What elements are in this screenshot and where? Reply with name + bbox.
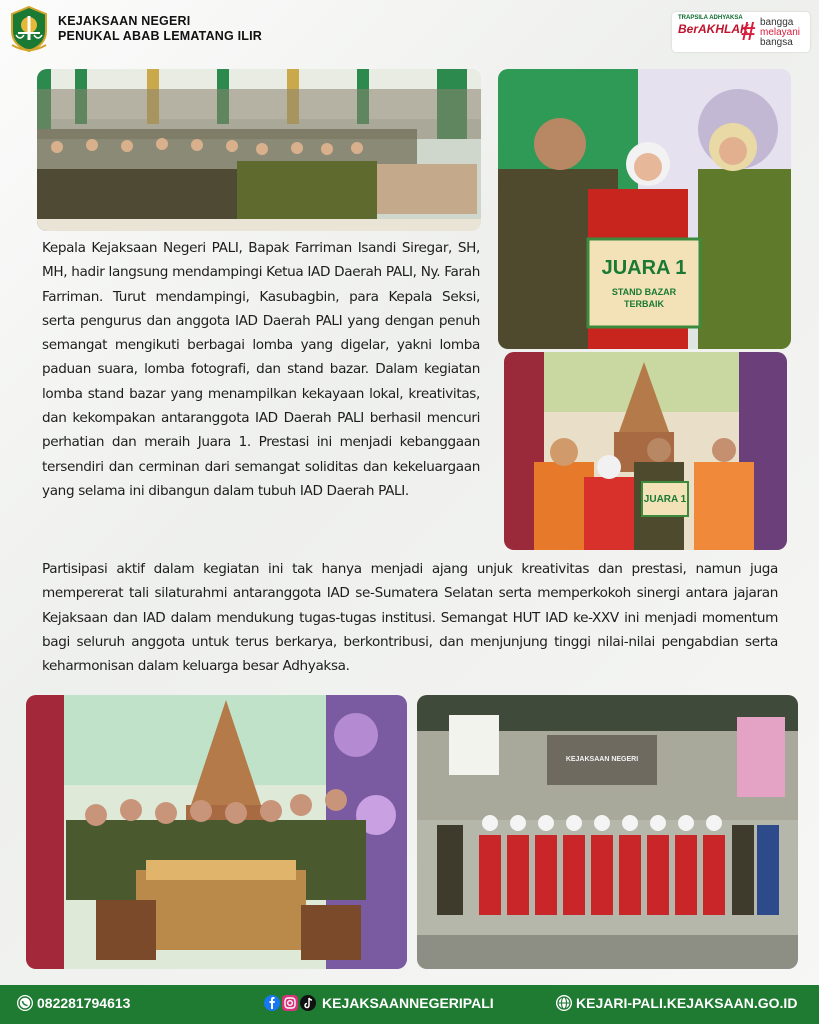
badge-bangga-3: bangsa	[760, 37, 793, 48]
trophy-presentation-photo	[498, 69, 791, 349]
header	[0, 0, 819, 62]
globe-icon	[556, 995, 572, 1011]
badge-hash: #	[741, 16, 756, 46]
paragraph-2-text: Partisipasi aktif dalam kegiatan ini tak hanya menjadi ajang unjuk kreativitas dan prestasi, namun juga mempererat tali silaturahmi antaranggota IAD se-Sumatera Selatan serta memperkokoh sinergi antara jajaran Kejaksaan dan IAD dalam mendukung tugas-tugas institusi. Semangat HUT IAD ke-XXV ini menjadi momentum bagi seluruh anggota untuk terus berkarya, berkontribusi, dan menjunjung tinggi nilai-nilai pengabdian serta keharmonisan dalam keluarga besar Adhyaksa.	[42, 561, 778, 675]
booth-group-photo	[26, 695, 407, 969]
small-trophy-label: JUARA 1	[643, 494, 687, 505]
footer-social[interactable]	[264, 995, 494, 1011]
badge-bangga-1: bangga	[760, 17, 794, 28]
paragraph-1-text: Kepala Kejaksaan Negeri PALI, Bapak Farriman Isandi Siregar, SH, MH, hadir langsung mendampingi Ketua IAD Daerah PALI, Ny. Farah Farriman. Turut mendampingi, Kasubagbin, para Kepala Seksi, serta pengurus dan anggota IAD Daerah PALI yang dengan penuh semangat mengikuti berbagai lomba yang digelar, yakni lomba paduan suara, lomba fotografi, dan stand bazar. Dalam kegiatan lomba stand bazar yang menampilkan kekayaan lokal, kreativitas, dan kekompakan antaranggota IAD Daerah PALI berhasil mencuri perhatian dan meraih Juara 1. Prestasi ini menjadi kebanggaan tersendiri dan cerminan dari semangat soliditas dan kekeluargaan yang selama ini dibangun dalam tubuh IAD Daerah PALI.	[42, 240, 480, 499]
footer-website[interactable]	[556, 995, 797, 1011]
badge-bangga	[760, 18, 800, 48]
instagram-icon	[282, 995, 298, 1011]
facebook-icon	[264, 995, 280, 1011]
office-building-photo	[417, 695, 798, 969]
whatsapp-icon	[17, 995, 33, 1011]
kejaksaan-logo-icon	[6, 5, 52, 53]
tiktok-icon	[300, 995, 316, 1011]
social-handle: KEJAKSAANNEGERIPALI	[322, 995, 494, 1011]
group-photo-hall	[37, 69, 481, 231]
organization-name	[58, 14, 262, 44]
phone-number: 082281794613	[37, 995, 131, 1011]
building-sign: KEJAKSAAN NEGERI	[565, 756, 639, 763]
footer-bar	[0, 985, 819, 1024]
badge-bangga-2: melayani	[760, 27, 801, 38]
badge-berakhlak: BerAKHLAK	[678, 22, 749, 36]
article-paragraph-2	[42, 557, 778, 678]
website-url: KEJARI-PALI.KEJAKSAAN.GO.ID	[576, 995, 798, 1011]
article-paragraph-1	[42, 236, 480, 503]
trophy-label-1: JUARA 1	[601, 257, 687, 279]
org-line-2: PENUKAL ABAB LEMATANG ILIR	[58, 29, 263, 43]
org-line-1: KEJAKSAAN NEGERI	[58, 14, 191, 28]
badge-small-top: TRAPSILA ADHYAKSA	[678, 15, 743, 21]
trophy-label-3: TERBAIK	[624, 299, 664, 309]
stand-bazar-photo	[504, 352, 787, 550]
footer-phone[interactable]	[17, 995, 130, 1011]
berakhlak-badge	[672, 12, 810, 52]
trophy-label-2: STAND BAZAR	[611, 287, 677, 297]
